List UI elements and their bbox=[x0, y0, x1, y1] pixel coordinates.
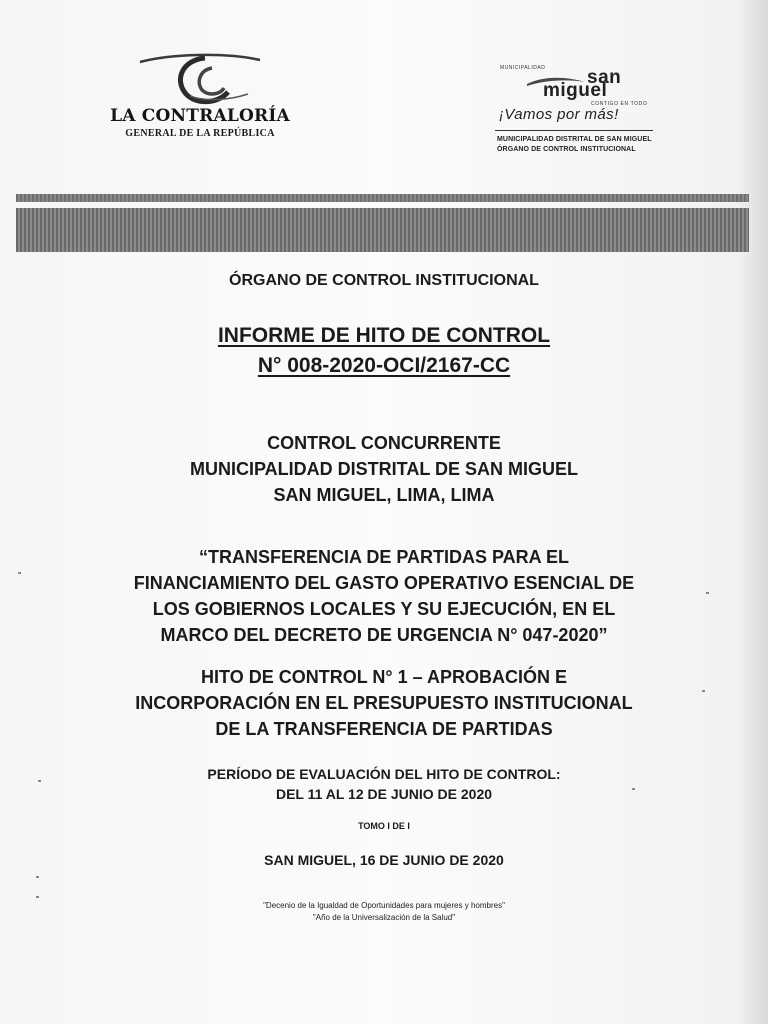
organ-heading: ÓRGANO DE CONTROL INSTITUCIONAL bbox=[229, 272, 539, 289]
subject-line1: “TRANSFERENCIA DE PARTIDAS PARA EL bbox=[198, 547, 569, 567]
subject-line2: FINANCIAMIENTO DEL GASTO OPERATIVO ESENCIAL DE bbox=[133, 573, 635, 593]
control-line3: SAN MIGUEL, LIMA, LIMA bbox=[273, 485, 495, 505]
scan-speck bbox=[18, 572, 21, 574]
volume-label: TOMO I DE I bbox=[358, 821, 410, 831]
footer-mottos bbox=[0, 900, 768, 924]
brand-line1: san bbox=[587, 67, 622, 88]
milestone-block bbox=[0, 664, 768, 742]
scan-speck bbox=[38, 780, 41, 782]
contraloria-subtitle: GENERAL DE LA REPÚBLICA bbox=[125, 128, 275, 139]
brand-tag: CONTIGO EN TODO bbox=[591, 101, 648, 107]
band-thin-stripe bbox=[16, 194, 749, 202]
footer-line1: "Decenio de la Igualdad de Oportunidades para mujeres y hombres" bbox=[263, 901, 505, 910]
contraloria-name: LA CONTRALORÍA bbox=[110, 106, 290, 126]
subject-block bbox=[0, 544, 768, 648]
san-miguel-logo bbox=[495, 60, 665, 160]
report-title-text: INFORME DE HITO DE CONTROL bbox=[217, 324, 551, 347]
control-block bbox=[0, 430, 768, 508]
milestone-line1: HITO DE CONTROL N° 1 – APROBACIÓN E bbox=[201, 667, 567, 687]
contraloria-emblem-icon bbox=[130, 50, 270, 108]
footer-line2: "Año de la Universalización de la Salud" bbox=[312, 913, 456, 922]
logo-divider bbox=[495, 130, 653, 131]
scan-speck bbox=[36, 896, 39, 898]
scan-speck bbox=[702, 690, 705, 692]
report-number-text: N° 008-2020-OCI/2167-CC bbox=[257, 354, 511, 377]
report-number bbox=[0, 354, 768, 378]
header-band bbox=[16, 194, 749, 252]
milestone-line3: DE LA TRANSFERENCIA DE PARTIDAS bbox=[215, 719, 553, 739]
band-thick-stripe bbox=[16, 208, 749, 252]
control-line1: CONTROL CONCURRENTE bbox=[267, 433, 501, 453]
muni-label: MUNICIPALIDAD bbox=[500, 65, 546, 71]
report-title bbox=[0, 324, 768, 348]
milestone-line2: INCORPORACIÓN EN EL PRESUPUESTO INSTITUCIONAL bbox=[135, 693, 633, 713]
place-date: SAN MIGUEL, 16 DE JUNIO DE 2020 bbox=[264, 852, 504, 868]
subject-line4: MARCO DEL DECRETO DE URGENCIA N° 047-2020” bbox=[160, 625, 608, 645]
institution-line1: MUNICIPALIDAD DISTRITAL DE SAN MIGUEL bbox=[497, 136, 652, 143]
period-block bbox=[0, 764, 768, 804]
subject-line3: LOS GOBIERNOS LOCALES Y SU EJECUCIÓN, EN EL bbox=[152, 599, 616, 619]
institution-line2: ÓRGANO DE CONTROL INSTITUCIONAL bbox=[497, 146, 636, 153]
contraloria-logo bbox=[110, 50, 290, 150]
slogan: ¡Vamos por más! bbox=[499, 106, 619, 123]
brand-line2: miguel bbox=[543, 80, 608, 101]
scan-speck bbox=[706, 592, 709, 594]
control-line2: MUNICIPALIDAD DISTRITAL DE SAN MIGUEL bbox=[190, 459, 578, 479]
period-line2: DEL 11 AL 12 DE JUNIO DE 2020 bbox=[275, 786, 493, 802]
period-line1: PERÍODO DE EVALUACIÓN DEL HITO DE CONTROL: bbox=[207, 766, 561, 782]
scan-speck bbox=[632, 788, 635, 790]
scan-speck bbox=[36, 876, 39, 878]
